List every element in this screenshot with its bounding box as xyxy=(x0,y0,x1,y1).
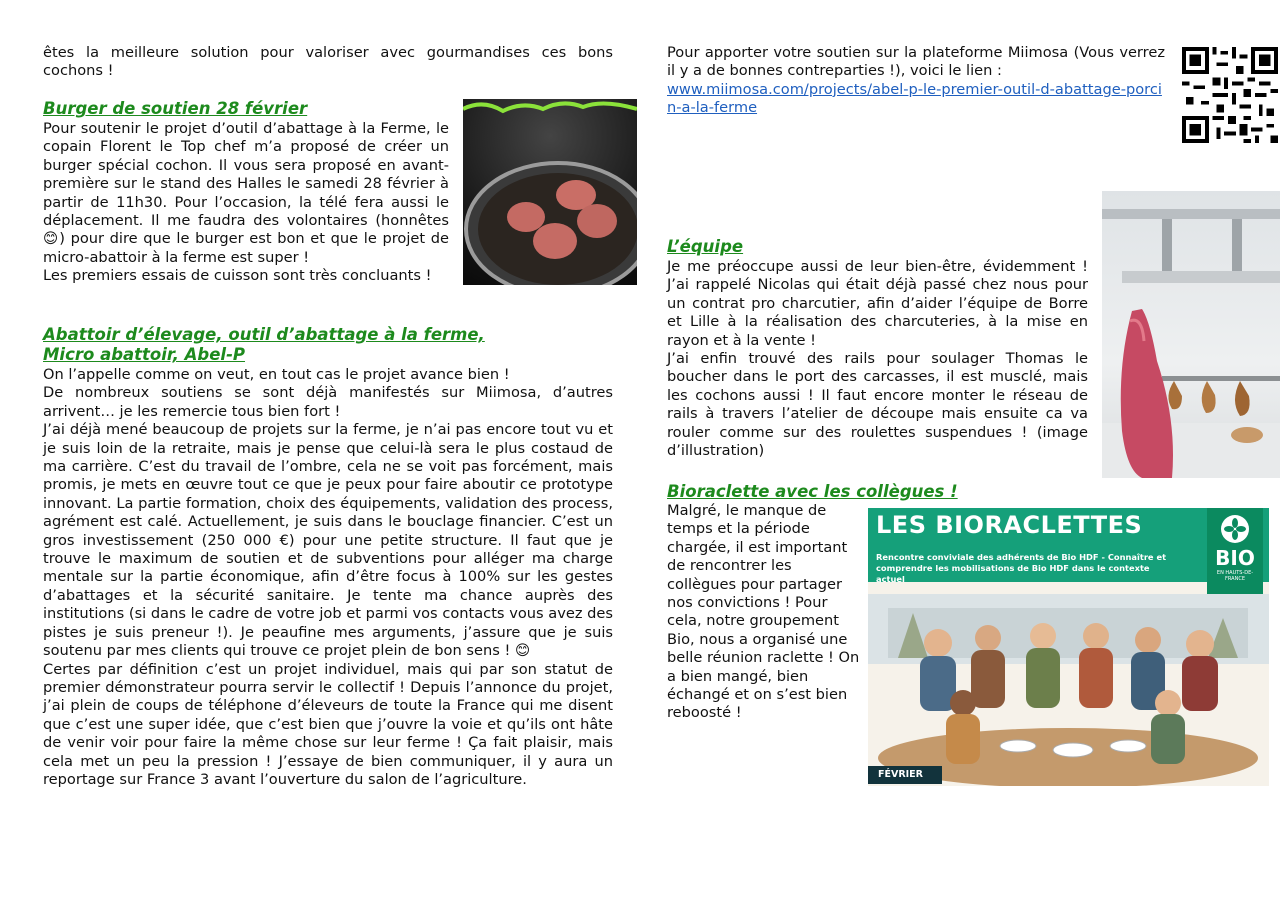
meat-rail-image xyxy=(1102,191,1280,478)
burger-heading: Burger de soutien 28 février xyxy=(43,99,308,118)
intro-text: êtes la meilleure solution pour valoriser avec gourmandises ces bons cochons ! xyxy=(43,44,613,80)
equipe-p1: Je me préoccupe aussi de leur bien-être, évidemment ! J’ai rappelé Nicolas qui était déjà passé chez nous pour un contrat pro charcutier, afin d’aider l’équipe de Borre et Lille à la réalisation des charcuteries, à la mise en rayon et à la vente ! xyxy=(667,258,1088,349)
burger-text: Pour soutenir le projet d’outil d’abattage à la Ferme, le copain Florent le Top chef m’a proposé de créer un burger spécial cochon. Il vous sera proposé en avant-première sur le stand des Halles le samedi 28 février à partir de 11h30. Pour l’occasion, la télé fera aussi le déplacement. Il me faudra des volontaires (honnêtes 😊) pour dire que le burger est bon et que le projet de micro-abattoir à la ferme est super ! xyxy=(43,120,449,266)
abattoir-p3: J’ai déjà mené beaucoup de projets sur la ferme, je n’ai pas encore tout vu et je suis loin de la retraite, mais je pense que celui-là sera le plus costaud de ma carrière. C’est du travail de l’ombre, cela ne se voit pas forcément, mais promis, je mets en œuvre tout ce que je peux pour faire aboutir ce prototype innovant. La partie formation, choix des équipements, validation des process, agrément est calé. Actuellement, je suis dans le bouclage financier. C’est un gros investissement (250 000 €) pour une petite structure. Il faut que je trouve le maximum de soutien et de subventions pour alléger ma charge mentale sur la partie économique, afin d’être focus à 100% sur les gestes d’abattages et la sécurité sanitaire. Je tente ma chance auprès des institutions (si dans le cadre de votre job et parmi vos contacts vous avez des pistes je suis preneur !). Je peaufine mes arguments, j’assure que je suis soutenu par mes clients qui trouve ce projet plein de bon sens ! 😊 xyxy=(43,421,613,660)
abattoir-heading xyxy=(43,325,613,365)
abattoir-p2: De nombreux soutiens se sont déjà manifestés sur Miimosa, d’autres arrivent… je les remercie tous bien fort ! xyxy=(43,384,613,420)
miimosa-text: Pour apporter votre soutien sur la plateforme Miimosa (Vous verrez il y a de bonnes contreparties !), voici le lien : xyxy=(667,44,1165,80)
qr-code-image xyxy=(1182,47,1278,143)
bioraclette-heading: Bioraclette avec les collègues ! xyxy=(667,482,958,501)
abattoir-body xyxy=(43,366,613,789)
equipe-body xyxy=(667,258,1088,460)
poster-title: LES BIORACLETTES xyxy=(876,511,1143,539)
rail-photo xyxy=(1102,191,1280,478)
raclette-illustration xyxy=(868,508,1269,786)
burger-last: Les premiers essais de cuisson sont très concluants ! xyxy=(43,267,432,285)
frying-pan-image xyxy=(463,99,637,285)
bio-logo-subtext: EN HAUTS-DE-FRANCE xyxy=(1216,570,1254,582)
qr-code[interactable] xyxy=(1182,47,1278,143)
bio-logo-text: BIO xyxy=(1215,546,1255,570)
abattoir-p4: Certes par définition c’est un projet individuel, mais qui par son statut de premier démonstrateur pourra servir le collectif ! Depuis l’annonce du projet, j’ai plein de coups de téléphone d’éleveurs de toute la France qui me disent que c’est une super idée, que c’est bien que j’ouvre la voie et qu’ils ont hâte de venir voir pour faire la même chose sur leur ferme ! Ça fait plaisir, mais cela met un peu la pression ! J’essaye de bien communiquer, il y aura un reportage sur France 3 avant l’ouverture du salon de l’agriculture. xyxy=(43,660,613,788)
miimosa-block xyxy=(667,44,1165,118)
abattoir-p1: On l’appelle comme on veut, en tout cas le projet avance bien ! xyxy=(43,366,510,383)
equipe-heading: L’équipe xyxy=(667,237,744,256)
bioraclettes-poster xyxy=(868,508,1269,786)
miimosa-link[interactable]: www.miimosa.com/projects/abel-p-le-premier-outil-d-abattage-porcin-a-la-ferme xyxy=(667,80,1162,117)
equipe-p2: J’ai enfin trouvé des rails pour soulager Thomas le boucher dans le port des carcasses, il est musclé, mais les cochons aussi ! Il faut encore monter le réseau de rails à travers l’atelier de découpe mais ensuite ca va rouler comme sur des roulettes suspendues ! (image d’illustration) xyxy=(667,350,1088,460)
abattoir-heading-line2: Micro abattoir, Abel-P xyxy=(43,345,246,364)
poster-month: FÉVRIER xyxy=(868,766,942,784)
burger-photo xyxy=(463,99,637,285)
poster-subtitle: Rencontre conviviale des adhérents de Bio HDF - Connaître et comprendre les mobilisations de Bio HDF dans le contexte actuel xyxy=(876,552,1167,584)
burger-body xyxy=(43,120,449,286)
left-intro xyxy=(43,44,613,81)
abattoir-heading-line1: Abattoir d’élevage, outil d’abattage à la ferme, xyxy=(43,325,485,344)
bioraclette-body xyxy=(667,502,862,723)
bioraclette-text: Malgré, le manque de temps et la période chargée, il est important de rencontrer les collègues pour partager nos convictions ! Pour cela, notre groupement Bio, nous a organisé une belle réunion raclette ! On a bien mangé, bien échangé et on s’est bien reboosté ! xyxy=(667,502,860,722)
